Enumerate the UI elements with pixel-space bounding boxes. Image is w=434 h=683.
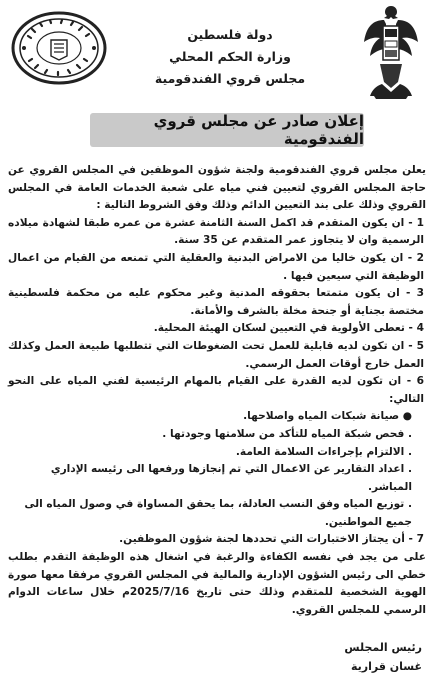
announcement-title-banner: إعلان صادر عن مجلس قروي الفندقومية [90, 113, 364, 147]
duty-item: . اعداد التقارير عن الاعمال التي تم إنجازها ورفعها الى رئيسه الإداري المباشر. [50, 463, 412, 493]
duty-item: . فحص شبكة المياه للتأكد من سلامتها وجودتها . [162, 427, 412, 440]
palestine-eagle-emblem-icon [362, 2, 420, 100]
closing-paragraph: على من يجد في نفسه الكفاءة والرغبة في اشغال هذه الوظيفة التقدم بطلب خطي الى رئيس الشؤون الإدارية والمالية في المجلس القروي مرفقا معها صورة الهوية الشخصية للمتقدم وذلك حتى تاريخ 2025/7/16م خلال ساعات الدوام الرسمي للمجلس القروي. [8, 551, 426, 616]
conditions-list [8, 215, 426, 409]
signatory-name: غسان قرارية [350, 660, 422, 673]
condition-item: 3 - ان يكون متمتعا بحقوقه المدنية وغير محكوم عليه من محكمة فلسطينية مختصة بجناية أو جنحة مخلة بالشرف والأمانة. [8, 287, 424, 317]
conditions-list-continued [8, 531, 426, 549]
state-name: دولة فلسطين [187, 27, 273, 42]
signatory-title: رئيس المجلس [344, 641, 422, 654]
duty-item: . الالتزام بإجراءات السلامة العامة. [235, 445, 412, 458]
condition-item: 6 - ان تكون لديه القدرة على القيام بالمهام الرئيسية لفني المياه على النحو التالي: [8, 375, 424, 405]
ministry-name: وزارة الحكم المحلي [169, 49, 291, 64]
announcement-body [8, 162, 426, 619]
condition-item: 7 - أن يجتاز الاختبارات التي تحددها لجنة شؤون الموظفين. [119, 533, 424, 546]
duty-item: ● صيانة شبكات المياه واصلاحها. [243, 410, 412, 423]
condition-item: 1 - ان يكون المتقدم قد اكمل السنة الثامنة عشرة من عمره طبقا لشهادة ميلاده الرسمية وان لا يتجاوز عمر المتقدم عن 35 سنة. [8, 216, 424, 247]
condition-item: 5 - ان تكون لديه قابلية للعمل تحت الضغوطات التي تتطلبها طبيعة العمل وكذلك العمل خارج أوقات العمل الرسمي. [8, 339, 424, 370]
signature-block [344, 638, 422, 676]
duties-list [8, 408, 426, 531]
duty-item: . توزيع المياه وفق النسب العادلة، بما يحقق المساواة في وصول المياه الى جميع المواطنين. [24, 498, 412, 528]
letterhead [130, 24, 330, 90]
council-name: مجلس قروي الفندقومية [154, 71, 306, 86]
council-seal-icon [10, 10, 108, 86]
intro-paragraph: يعلن مجلس قروي الفندقومية ولجنة شؤون الموظفين في المجلس القروي عن حاجة المجلس القروي لتعيين فني مياه على شعبة الخدمات العامة في المجلس القروي وذلك على بند التعيين الدائم وذلك وفق الشروط التالية : [8, 164, 426, 212]
condition-item: 2 - ان يكون خاليا من الامراض البدنية والعقلية التي تمنعه من القيام من اعمال الوظيفة التي سيعين فيها . [8, 251, 424, 282]
condition-item: 4 - تعطى الأولوية في التعيين لسكان الهيئة المحلية. [153, 322, 424, 335]
